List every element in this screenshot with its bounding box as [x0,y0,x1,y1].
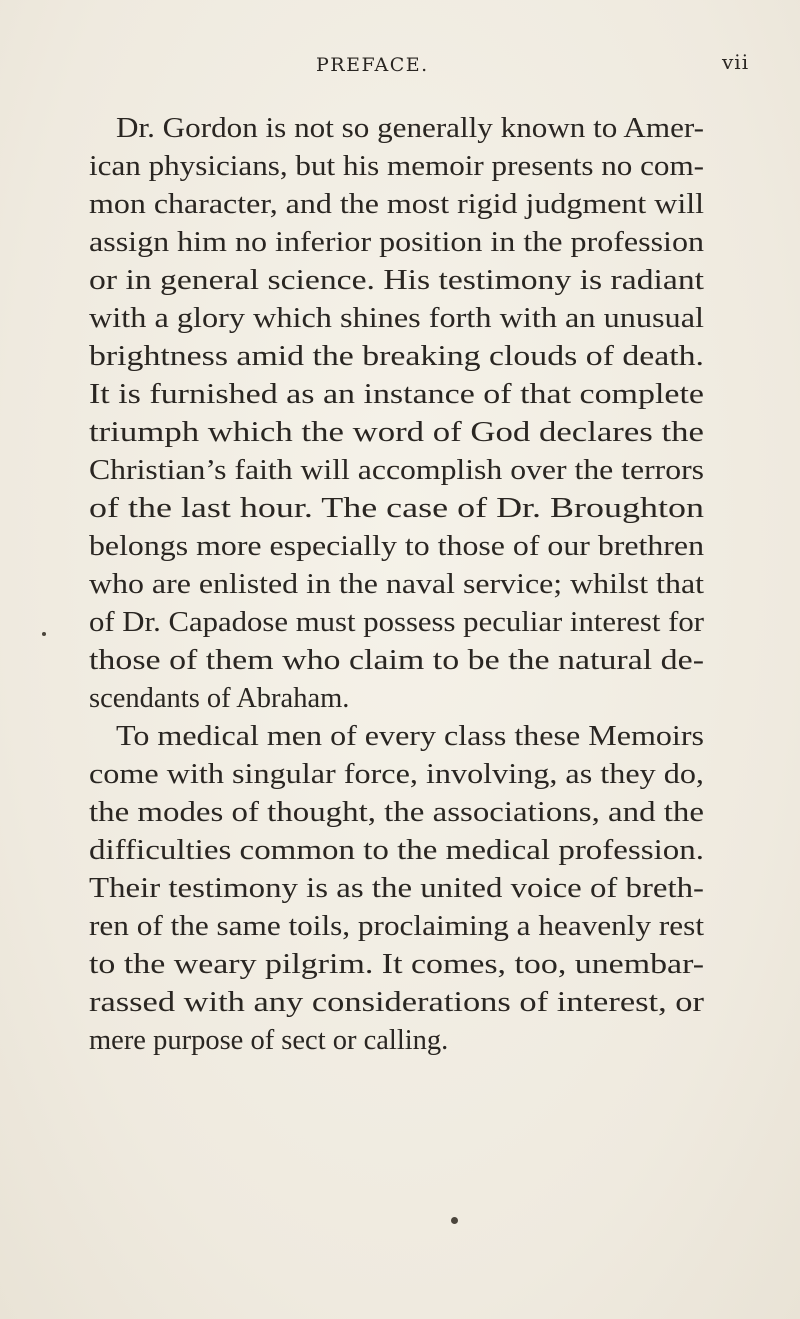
text-line: Dr. Gordon is not so generally known to Amer- [116,113,704,144]
text-line: to the weary pilgrim. It comes, too, unembar- [89,949,704,980]
text-line: come with singular force, involving, as they do, [89,759,704,790]
text-line: the modes of thought, the associations, and the [89,797,704,828]
text-line: Their testimony is as the united voice of breth- [89,873,704,904]
text-line: ican physicians, but his memoir presents no com- [89,151,704,182]
text-line: scendants of Abraham. [89,683,350,714]
text-line: who are enlisted in the naval service; whilst that [89,569,704,600]
text-line: of the last hour. The case of Dr. Broughton [89,493,704,524]
text-line: ren of the same toils, proclaiming a heavenly rest [89,911,704,942]
text-line: those of them who claim to be the natural de- [89,645,704,676]
text-line: rassed with any considerations of interest, or [89,987,704,1018]
page-number: vii [722,50,750,74]
text-line: of Dr. Capadose must possess peculiar interest for [89,607,704,638]
running-title: PREFACE. [316,54,429,76]
text-line: with a glory which shines forth with an unusual [89,303,704,334]
text-line: belongs more especially to those of our brethren [89,531,704,562]
page-speck [451,1217,458,1224]
margin-speck [42,632,46,636]
text-line: mon character, and the most rigid judgment will [89,189,704,220]
text-line: or in general science. His testimony is radiant [89,265,704,296]
text-line: difficulties common to the medical profession. [89,835,704,866]
text-line: assign him no inferior position in the profession [89,227,704,258]
text-line: To medical men of every class these Memoirs [116,721,704,752]
text-line: triumph which the word of God declares the [89,417,704,448]
text-line: Christian’s faith will accomplish over the terrors [89,455,704,486]
text-line: brightness amid the breaking clouds of death. [89,341,704,372]
text-line: mere purpose of sect or calling. [89,1025,449,1056]
text-line: It is furnished as an instance of that complete [89,379,704,410]
